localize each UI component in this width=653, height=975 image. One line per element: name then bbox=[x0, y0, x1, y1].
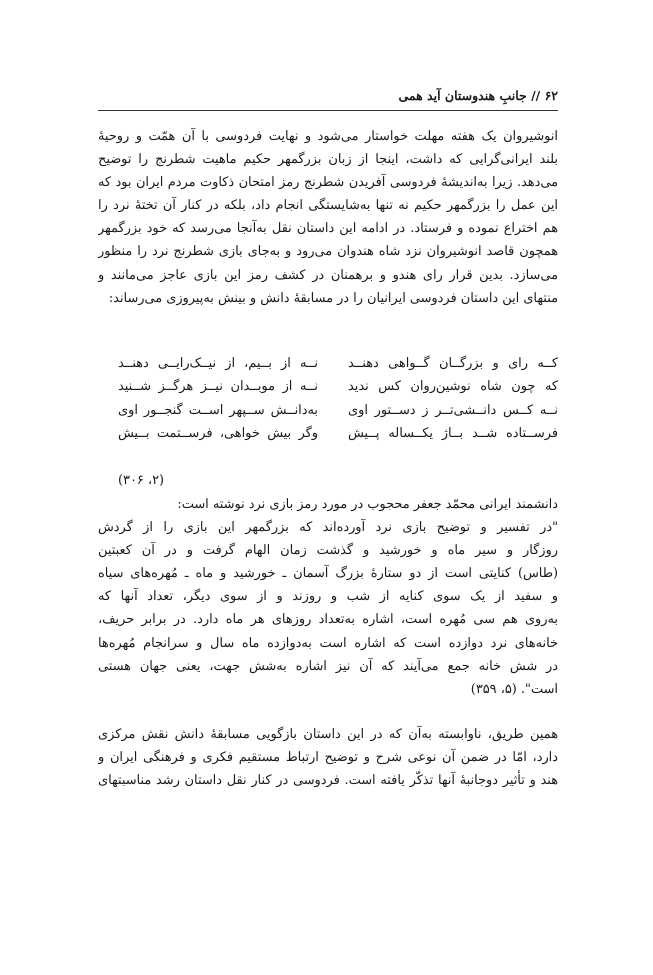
running-head: ۶۲ // جانبِ هندوستان آید همی bbox=[398, 88, 558, 103]
text-line: بلند ایرانی‌گرایی که داشت، اینجا از زبان بزرگمهر حکیم ماهیت شطرنج را توضیح bbox=[98, 152, 558, 168]
text-line: به‌روی هم سی مُهره است، اشاره به‌تعداد روزهای هر ماه دارد. در برابر حریف، bbox=[98, 612, 558, 628]
verse-row bbox=[98, 375, 558, 398]
text-line: همین طریق، ناوابسته به‌آن که در این داستان بازگویی مسابقهٔ دانش نقش مرکزی bbox=[98, 727, 558, 742]
paragraph-3 bbox=[98, 723, 558, 792]
text-line: می‌سازد. بدین قرار رای هندو و برهمنان در کشف رمز این بازی عاجز می‌مانند و bbox=[98, 267, 558, 283]
text-line: در شش خانه جمع می‌آیند که آن نیز اشاره به‌شش جهت، یعنی جهان هستی bbox=[98, 658, 558, 674]
text-line: است". (۵، ۳۵۹) bbox=[470, 681, 558, 697]
verse-first-hemistich: فرســتاده شــد بــاژ یکــساله پــیش bbox=[348, 425, 558, 441]
poem-verses bbox=[98, 352, 558, 488]
verse-second-hemistich: نــه از موبــدان نیــز هرگــز شــنید bbox=[118, 379, 318, 395]
verse-second-hemistich: نــه از بــیم، از نیــک‌رایــی دهنــد bbox=[118, 356, 318, 371]
paragraph-2-quotation bbox=[98, 493, 558, 701]
verse-second-hemistich: وگر بیش خواهی، فرســتمت بــیش bbox=[118, 425, 318, 441]
text-line: دانشمند ایرانی محمّد جعفر محجوب در مورد رمز بازی نرد نوشته است: bbox=[177, 497, 558, 512]
text-line: انوشیروان یک هفته مهلت خواستار می‌شود و نهایت فردوسی با آن همّت و روحیهٔ bbox=[98, 129, 558, 144]
verse-row bbox=[98, 352, 558, 375]
header-rule bbox=[98, 110, 558, 111]
text-line: می‌دهد. زیرا به‌اندیشهٔ فردوسی آفریدن شطرنج رمز امتحان ذکاوت مردم ایران بود که bbox=[98, 175, 558, 191]
text-line: (طاس) کنایتی است از دو ستارهٔ بزرگ آسمان ـ خورشید و ماه ـ مُهره‌های سیاه bbox=[98, 566, 558, 582]
text-line: هند و تأثیر دوجانبهٔ آنها تذکّر یافته است. فردوسی در کنار نقل داستان رشد مناسبتهای bbox=[98, 773, 558, 789]
text-line: همچون قاصد انوشیروان نزد شاه هندوان می‌رود و به‌جای بازی شطرنج نرد را منظور bbox=[98, 244, 558, 260]
verse-first-hemistich: کــه رای و بزرگــان گــواهی دهنــد bbox=[348, 356, 558, 371]
text-line: دارد، امّا در ضمن آن نوعی شرح و توضیح ارتباط مستقیم فکری و فرهنگی ایران و bbox=[98, 750, 558, 766]
citation: (۲، ۳۰۶) bbox=[118, 473, 165, 488]
verse-first-hemistich: که چون شاه نوشین‌روان کس ندید bbox=[348, 379, 558, 395]
verse-first-hemistich: نــه کــس دانــشی‌تــر ز دســتور اوی bbox=[348, 402, 558, 418]
verse-second-hemistich: به‌دانــش ســپهر اســت گنجــور اوی bbox=[118, 402, 318, 418]
paragraph-1 bbox=[98, 125, 558, 310]
verse-row bbox=[98, 422, 558, 445]
text-line: روزگار و سیر ماه و خورشید و گذشت زمان الهام گرفت و در آن کعبتین bbox=[98, 543, 558, 559]
text-line: و سفید از یک سوی کنایه از شب و روزند و از سوی دیگر، تعداد آنها که bbox=[98, 589, 558, 605]
text-line: این عمل را بزرگمهر حکیم نه تنها به‌شایستگی انجام داد، بلکه در کنار آن تختهٔ نرد را bbox=[98, 198, 558, 214]
text-line: "در تفسیر و توضیح بازی نرد آورده‌اند که بزرگمهر این بازی را از گردش bbox=[98, 520, 558, 536]
text-line: خانه‌های نرد دوازده است که اشاره است به‌دوازده ماه سال و سرانجام مُهره‌ها bbox=[98, 635, 558, 651]
text-line: هم اختراع نموده و فرستاد. در ادامه این داستان نقل به‌آنجا می‌رسد که خود بزرگمهر bbox=[98, 221, 558, 237]
text-line: منتهای این داستان فردوسی ایرانیان را در مسابقهٔ دانش و بینش به‌پیروزی می‌رساند: bbox=[108, 290, 558, 306]
verse-row bbox=[98, 399, 558, 422]
